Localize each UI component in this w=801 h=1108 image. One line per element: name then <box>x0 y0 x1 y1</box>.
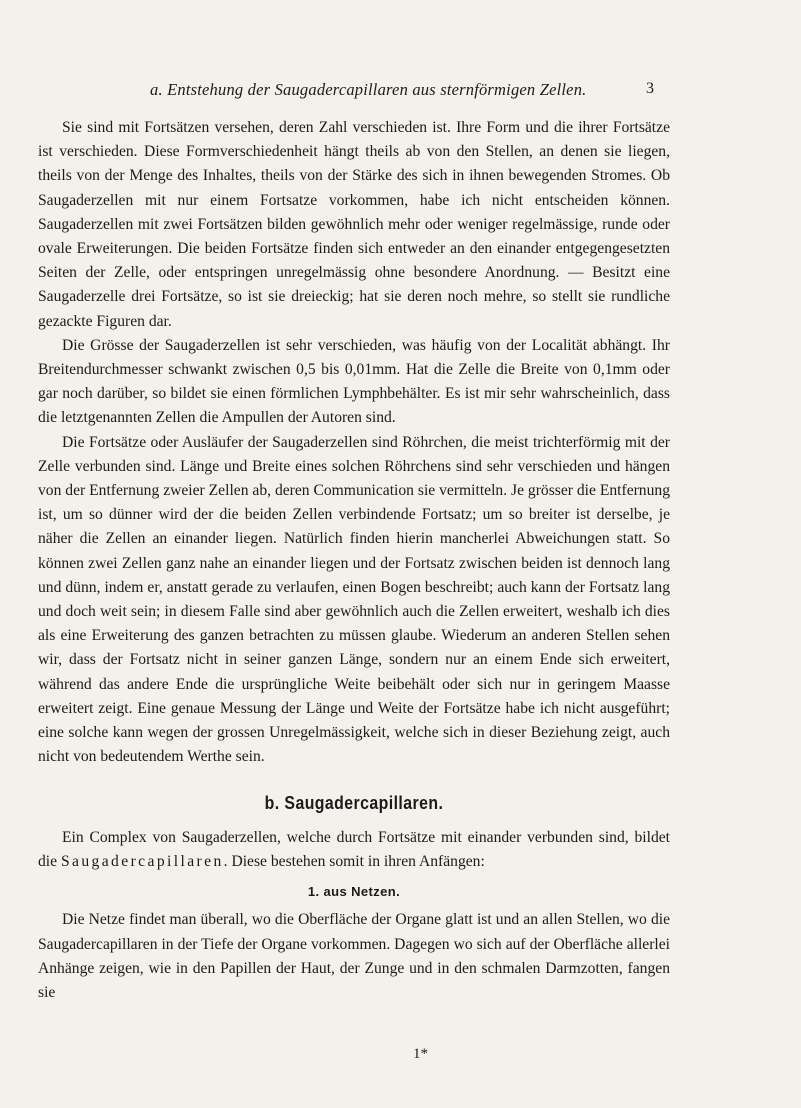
page-number: 3 <box>646 80 654 97</box>
signature-mark: 1* <box>413 1046 428 1062</box>
emphasized-term: Saugadercapillaren <box>60 852 224 870</box>
paragraph-process-tubes: Die Fortsätze oder Ausläufer der Saugaderzellen sind Röhrchen, die meist trichterförmig mit der Zelle verbunden sind. Länge und Breite eines solchen Röhrchens sind sehr verschieden und hängen von der Entfernung zweier Zellen ab, deren Communication sie vermitteln. Je grösser die Entfernung ist, um so dünner wird der die beiden Zellen verbindende Fortsatz; um so breiter ist derselbe, je näher die Zellen an einander liegen. Natürlich finden hierin mancherlei Abweichungen statt. So können zwei Zellen ganz nahe an einander liegen und der Fortsatz zwischen beiden ist dennoch lang und dünn, indem er, anstatt gerade zu verlaufen, einen Bogen beschreibt; auch kann der Fortsatz lang und doch weit sein; in diesem Falle sind aber gewöhnlich auch die Zellen erweitert, weshalb ich dies als eine Erweiterung des ganzen betrachten zu müssen glaube. Wiederum an anderen Stellen sehen wir, dass der Fortsatz nicht in seiner ganzen Länge, sondern nur an einem Ende sich erweitert, während das andere Ende die ursprüngliche Weite beibehält oder sich nur in geringem Maasse erweitert zeigt. Eine genaue Messung der Länge und Weite der Fortsätze habe ich nicht ausgeführt; eine solche kann wegen der grossen Unregelmässigkeit, welche sich in dieser Beziehung zeigt, auch nicht von bedeutendem Werthe sein. <box>38 433 670 766</box>
paragraph-capillary-definition <box>38 826 670 874</box>
subsection-heading: 1. aus Netzen. <box>307 884 401 900</box>
paragraph-networks: Die Netze findet man überall, wo die Oberfläche der Organe glatt ist und an allen Stellen, wo die Saugadercapillaren in der Tiefe der Organe vorkommen. Dagegen wo sich auf der Oberfläche allerlei Anhänge zeigen, wie in den Papillen der Haut, der Zunge und in den schmalen Darmzotten, fangen sie <box>38 911 670 1001</box>
body-text <box>38 116 670 1005</box>
running-header <box>0 80 801 102</box>
running-head-title: a. Entstehung der Saugadercapillaren aus sternförmigen Zellen. <box>150 80 587 99</box>
section-heading: b. Saugadercapillaren. <box>264 793 444 814</box>
paragraph-text-end: . Diese bestehen somit in ihren Anfängen: <box>223 852 485 870</box>
paragraph-cell-processes: Sie sind mit Fortsätzen versehen, deren Zahl verschieden ist. Ihre Form und die ihrer Fortsätze ist verschieden. Diese Formverschiedenheit hängt theils ab von den Stellen, an denen sie liegen, theils von der Menge des Inhaltes, theils von der Stärke des sich in ihnen bewegenden Stromes. Ob Saugaderzellen mit nur einem Fortsatze vorkommen, habe ich nicht entscheiden können. Saugaderzellen mit zwei Fortsätzen bilden gewöhnlich mehr oder weniger regelmässige, runde oder ovale Erweiterungen. Die beiden Fortsätze finden sich entweder an den einander entgegengesetzten Seiten der Zelle, oder entspringen unregelmässig ohne besondere Anordnung. — Besitzt eine Saugaderzelle drei Fortsätze, so ist sie dreieckig; hat sie deren noch mehre, so stellt sie rundliche gezackte Figuren dar. <box>38 119 670 330</box>
paragraph-cell-size: Die Grösse der Saugaderzellen ist sehr verschieden, was häufig von der Localität abhängt. Ihr Breitendurchmesser schwankt zwischen 0,5 bis 0,01mm. Hat die Zelle die Breite von 0,1mm oder gar noch darüber, so bildet sie einen förmlichen Lymphbehälter. Es ist mir sehr wahrscheinlich, dass die letztgenannten Zellen die Ampullen der Autoren sind. <box>38 336 670 427</box>
paragraph-text-start: Ein Complex von Saugaderzellen, welche durch Fortsätze mit einander verbunden sind, bildet die <box>38 828 670 870</box>
